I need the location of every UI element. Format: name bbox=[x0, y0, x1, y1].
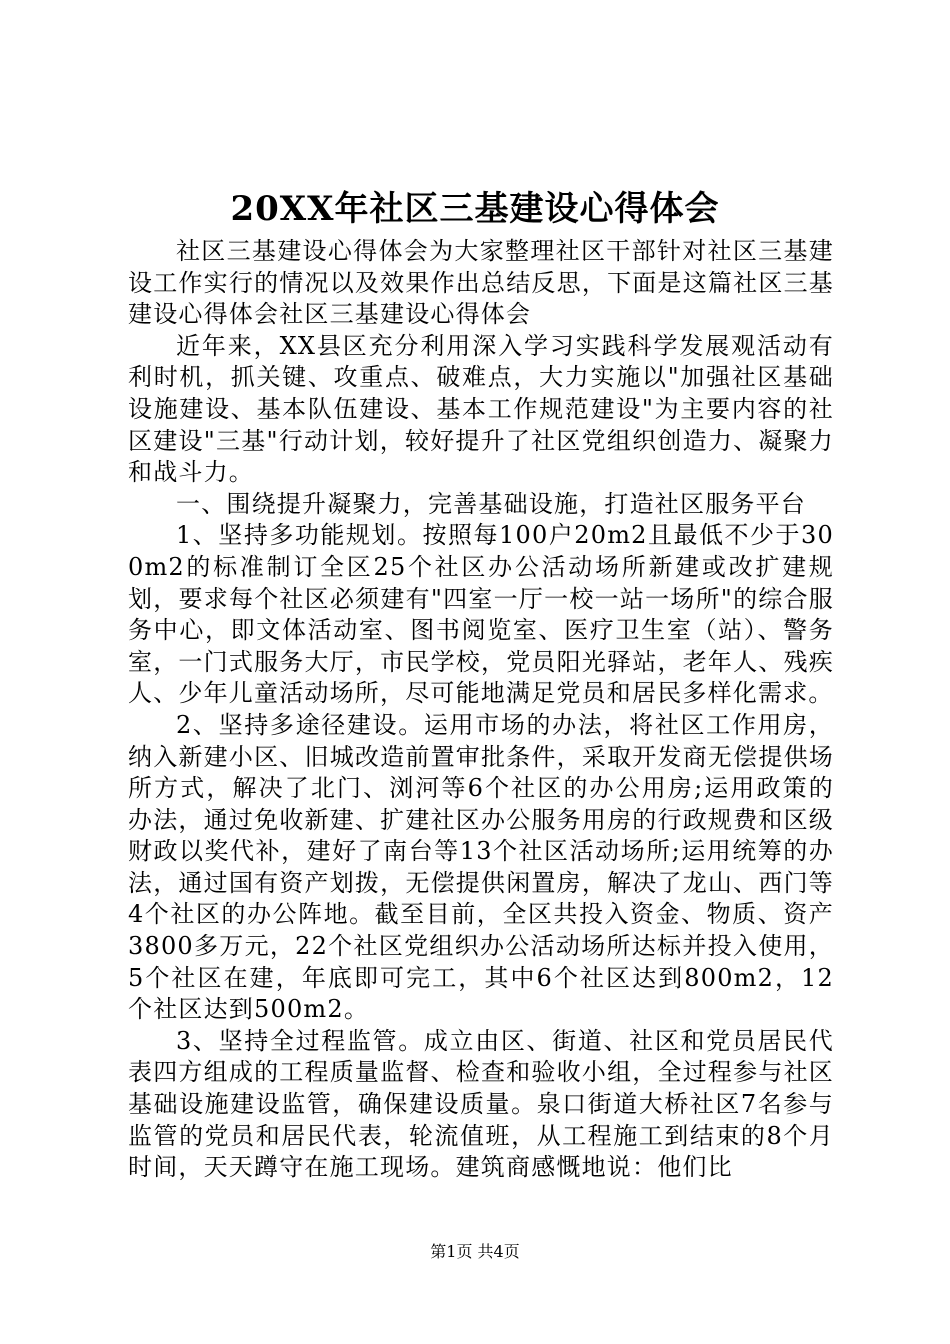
point-1-paragraph: 1、坚持多功能规划。按照每100户20m2且最低不少于300m2的标准制订全区25个社区办公活动场所新建或改扩建规划，要求每个社区必须建有"四室一厅一校一站一场所"的综合服务中心，即文体活动室、图书阅览室、医疗卫生室（站）、警务室，一门式服务大厅，市民学校，党员阳光驿站，老年人、残疾人、少年儿童活动场所，尽可能地满足党员和居民多样化需求。 bbox=[128, 521, 834, 708]
document-title: 20XX年社区三基建设心得体会 bbox=[230, 189, 720, 229]
document-body bbox=[128, 236, 834, 1184]
section-heading: 一、围绕提升凝聚力，完善基础设施，打造社区服务平台 bbox=[176, 489, 806, 518]
intro-paragraph: 社区三基建设心得体会为大家整理社区干部针对社区三基建设工作实行的情况以及效果作出总结反思，下面是这篇社区三基建设心得体会社区三基建设心得体会 bbox=[128, 237, 834, 329]
background-paragraph: 近年来，XX县区充分利用深入学习实践科学发展观活动有利时机，抓关键、攻重点、破难点，大力实施以"加强社区基础设施建设、基本队伍建设、基本工作规范建设"为主要内容的社区建设"三基"行动计划，较好提升了社区党组织创造力、凝聚力和战斗力。 bbox=[128, 331, 834, 487]
page-footer: 第1页 共4页 bbox=[430, 1242, 520, 1261]
point-3-paragraph: 3、坚持全过程监管。成立由区、街道、社区和党员居民代表四方组成的工程质量监督、检查和验收小组，全过程参与社区基础设施建设监管，确保建设质量。泉口街道大桥社区7名参与监管的党员和居民代表，轮流值班，从工程施工到结束的8个月时间，天天蹲守在施工现场。建筑商感慨地说：他们比 bbox=[128, 1026, 834, 1182]
point-2-paragraph: 2、坚持多途径建设。运用市场的办法，将社区工作用房，纳入新建小区、旧城改造前置审批条件，采取开发商无偿提供场所方式，解决了北门、浏河等6个社区的办公用房;运用政策的办法，通过免收新建、扩建社区办公服务用房的行政规费和区级财政以奖代补，建好了南台等13个社区活动场所;运用统筹的办法，通过国有资产划拨，无偿提供闲置房，解决了龙山、西门等4个社区的办公阵地。截至目前，全区共投入资金、物质、资产3800多万元，22个社区党组织办公活动场所达标并投入使用，5个社区在建，年底即可完工，其中6个社区达到800m2，12个社区达到500m2。 bbox=[128, 710, 834, 1024]
